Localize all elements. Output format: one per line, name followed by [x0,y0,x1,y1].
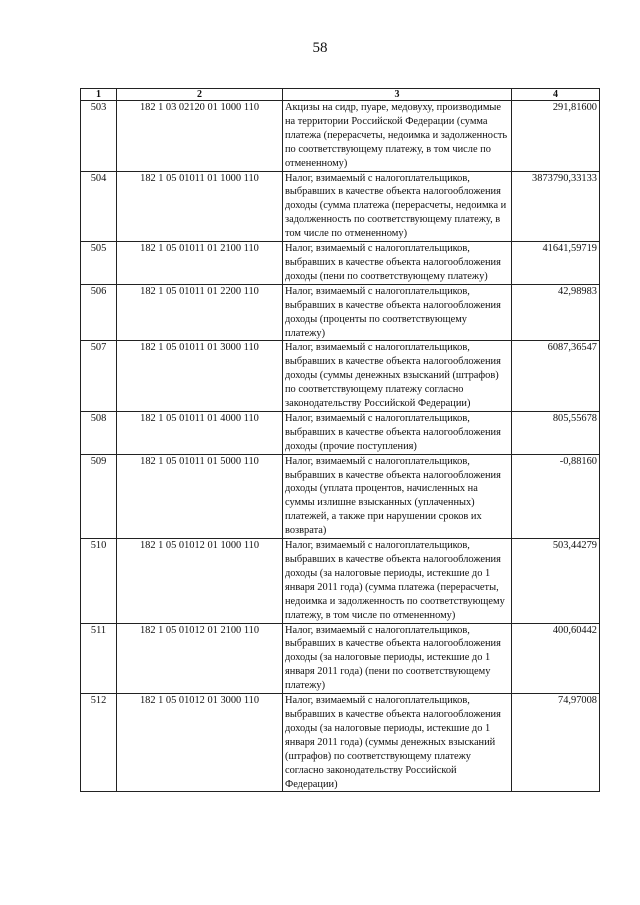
column-header-4: 4 [512,89,600,101]
column-header-2: 2 [117,89,283,101]
income-description: Акцизы на сидр, пуаре, медовуху, производимые на территории Российской Федерации (сумма платежа (перерасчеты, недоимка и задолженность по соответствующему платежу, в том числе по отмененному) [283,101,512,172]
table-header-row [81,89,600,101]
row-number: 506 [81,284,117,341]
row-number: 507 [81,341,117,412]
budget-code: 182 1 05 01011 01 3000 110 [117,341,283,412]
table-row [81,454,600,538]
income-description: Налог, взимаемый с налогоплательщиков, выбравших в качестве объекта налогообложения доходы (проценты по соответствующему платежу) [283,284,512,341]
table-row [81,341,600,412]
row-number: 504 [81,171,117,242]
income-description: Налог, взимаемый с налогоплательщиков, выбравших в качестве объекта налогообложения доходы (за налоговые периоды, истекшие до 1 января 2011 года) (пени по соответствующему платежу) [283,623,512,694]
row-number: 503 [81,101,117,172]
amount: 6087,36547 [512,341,600,412]
budget-code: 182 1 05 01012 01 2100 110 [117,623,283,694]
income-description: Налог, взимаемый с налогоплательщиков, выбравших в качестве объекта налогообложения доходы (за налоговые периоды, истекшие до 1 января 2011 года) (суммы денежных взысканий (штрафов) по соответствующему платежу согласно законодательству Российской Федерации) [283,694,512,792]
amount: 400,60442 [512,623,600,694]
budget-code: 182 1 05 01012 01 1000 110 [117,539,283,623]
income-description: Налог, взимаемый с налогоплательщиков, выбравших в качестве объекта налогообложения доходы (сумма платежа (перерасчеты, недоимка и задолженность по соответствующему платежу, в том числе по отмененному) [283,171,512,242]
row-number: 510 [81,539,117,623]
table-row [81,101,600,172]
amount: 3873790,33133 [512,171,600,242]
budget-code: 182 1 05 01011 01 5000 110 [117,454,283,538]
column-header-3: 3 [283,89,512,101]
table-row [81,171,600,242]
income-description: Налог, взимаемый с налогоплательщиков, выбравших в качестве объекта налогообложения доходы (за налоговые периоды, истекшие до 1 января 2011 года) (сумма платежа (перерасчеты, недоимка и задолженность по соответствующему платежу, в том числе по отмененному) [283,539,512,623]
income-description: Налог, взимаемый с налогоплательщиков, выбравших в качестве объекта налогообложения доходы (суммы денежных взысканий (штрафов) по соответствующему платежу согласно законодательству Российской Федерации) [283,341,512,412]
amount: 291,81600 [512,101,600,172]
budget-table [80,88,600,792]
budget-code: 182 1 05 01011 01 1000 110 [117,171,283,242]
row-number: 508 [81,411,117,454]
row-number: 511 [81,623,117,694]
amount: 42,98983 [512,284,600,341]
row-number: 509 [81,454,117,538]
table-row [81,242,600,285]
column-header-1: 1 [81,89,117,101]
table-row [81,411,600,454]
budget-code: 182 1 05 01011 01 2200 110 [117,284,283,341]
table-row [81,539,600,623]
budget-code: 182 1 05 01011 01 4000 110 [117,411,283,454]
amount: 41641,59719 [512,242,600,285]
row-number: 512 [81,694,117,792]
table-row [81,623,600,694]
income-description: Налог, взимаемый с налогоплательщиков, выбравших в качестве объекта налогообложения доходы (пени по соответствующему платежу) [283,242,512,285]
amount: 805,55678 [512,411,600,454]
table-row [81,694,600,792]
amount: 503,44279 [512,539,600,623]
page-number: 58 [312,40,328,56]
budget-code: 182 1 05 01012 01 3000 110 [117,694,283,792]
table-row [81,284,600,341]
income-description: Налог, взимаемый с налогоплательщиков, выбравших в качестве объекта налогообложения доходы (уплата процентов, начисленных на суммы излишне взысканных (уплаченных) платежей, а также при нарушении сроков их возврата) [283,454,512,538]
budget-code: 182 1 03 02120 01 1000 110 [117,101,283,172]
amount: -0,88160 [512,454,600,538]
budget-code: 182 1 05 01011 01 2100 110 [117,242,283,285]
amount: 74,97008 [512,694,600,792]
income-description: Налог, взимаемый с налогоплательщиков, выбравших в качестве объекта налогообложения доходы (прочие поступления) [283,411,512,454]
row-number: 505 [81,242,117,285]
